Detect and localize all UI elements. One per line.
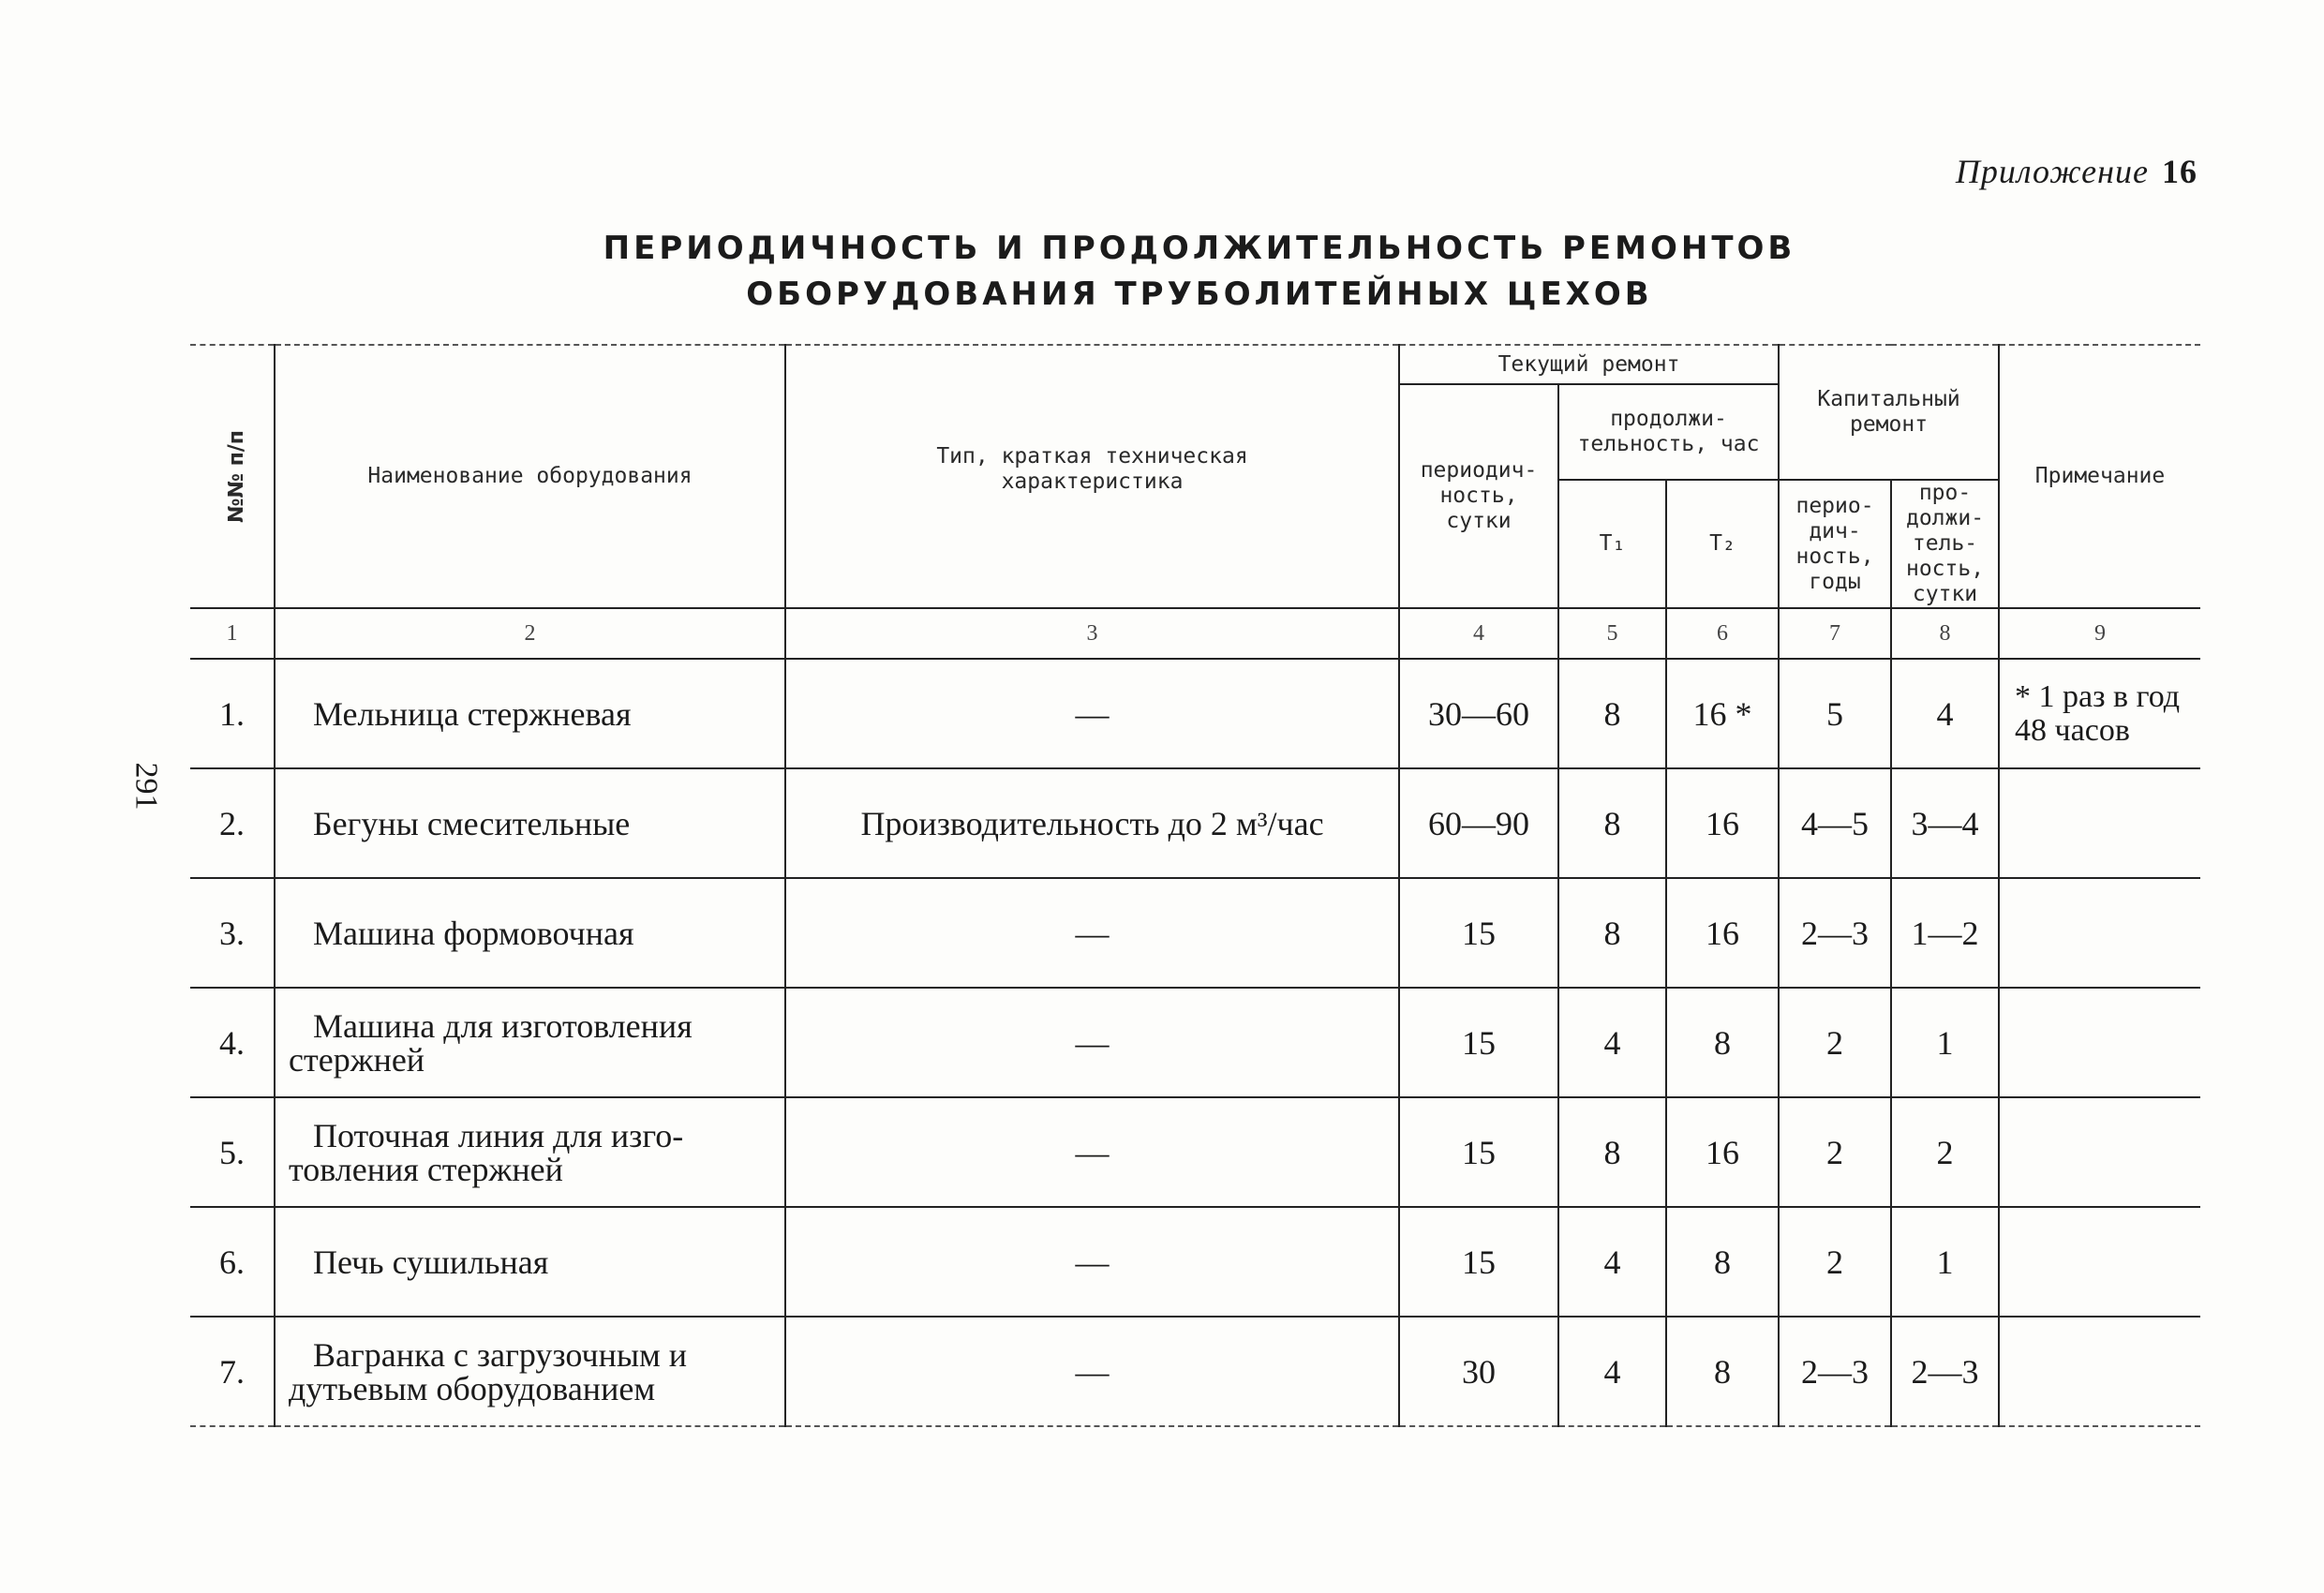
- current-repair-periodicity: 15: [1399, 1207, 1558, 1317]
- header-num: №№ п/п: [225, 429, 249, 524]
- equipment-name: [275, 988, 785, 1097]
- equipment-name-line-1: Машина для изготовления: [313, 1006, 693, 1045]
- duration-t2: 16 *: [1666, 659, 1779, 768]
- capital-repair-periodicity: 2—3: [1779, 878, 1891, 988]
- column-number-row: [190, 608, 2200, 659]
- equipment-type: —: [785, 1317, 1399, 1426]
- current-repair-periodicity: 60—90: [1399, 768, 1558, 878]
- capital-repair-duration: 1: [1891, 1207, 1999, 1317]
- row-number: 7.: [190, 1317, 275, 1426]
- row-number: 6.: [190, 1207, 275, 1317]
- capital-repair-periodicity: 2: [1779, 988, 1891, 1097]
- header-capital-repair: Капитальный ремонт: [1779, 345, 1999, 480]
- column-number: 9: [1999, 608, 2200, 659]
- page-title-line-2: ОБОРУДОВАНИЯ ТРУБОЛИТЕЙНЫХ ЦЕХОВ: [746, 275, 1653, 313]
- equipment-name: [275, 768, 785, 878]
- duration-t2: 8: [1666, 988, 1779, 1097]
- equipment-type: —: [785, 1097, 1399, 1207]
- header-note: Примечание: [1999, 345, 2200, 608]
- header-current-repair: Текущий ремонт: [1399, 345, 1779, 384]
- current-repair-periodicity: 15: [1399, 878, 1558, 988]
- duration-t2: 16: [1666, 768, 1779, 878]
- page-number: 291: [128, 762, 164, 811]
- column-number: 1: [190, 608, 275, 659]
- capital-repair-periodicity: 2: [1779, 1207, 1891, 1317]
- header-type: Тип, краткая техническая характеристика: [785, 345, 1399, 608]
- header-duration-hours: продолжи-тельность, час: [1558, 384, 1779, 480]
- equipment-name: [275, 1097, 785, 1207]
- column-number: 6: [1666, 608, 1779, 659]
- repair-schedule-table: [190, 344, 2200, 1427]
- note: [1999, 1097, 2200, 1207]
- duration-t1: 4: [1558, 988, 1666, 1097]
- note: [1999, 1207, 2200, 1317]
- header-name: Наименование оборудования: [275, 345, 785, 608]
- capital-repair-periodicity: 4—5: [1779, 768, 1891, 878]
- equipment-name-line-1: Вагранка с загрузочным и: [313, 1335, 688, 1374]
- duration-t1: 8: [1558, 878, 1666, 988]
- row-number: 1.: [190, 659, 275, 768]
- header-t1: Т₁: [1558, 480, 1666, 608]
- capital-repair-periodicity: 5: [1779, 659, 1891, 768]
- row-number: 2.: [190, 768, 275, 878]
- note: [1999, 988, 2200, 1097]
- column-number: 2: [275, 608, 785, 659]
- equipment-name-line-1: Машина формовочная: [313, 914, 634, 952]
- table-row: [190, 1317, 2200, 1426]
- note: [1999, 1317, 2200, 1426]
- header-periodicity-years: перио-дич-ность, годы: [1779, 480, 1891, 608]
- equipment-name: [275, 1317, 785, 1426]
- current-repair-periodicity: 15: [1399, 1097, 1558, 1207]
- capital-repair-duration: 1: [1891, 988, 1999, 1097]
- current-repair-periodicity: 30: [1399, 1317, 1558, 1426]
- header-periodicity-days: периодич-ность, сутки: [1399, 384, 1558, 608]
- table-row: [190, 1207, 2200, 1317]
- equipment-name-line-1: Мельница стержневая: [313, 694, 632, 733]
- table-row: [190, 988, 2200, 1097]
- column-number: 5: [1558, 608, 1666, 659]
- row-number: 3.: [190, 878, 275, 988]
- duration-t1: 4: [1558, 1207, 1666, 1317]
- duration-t1: 4: [1558, 1317, 1666, 1426]
- note: [1999, 878, 2200, 988]
- page-title-line-1: ПЕРИОДИЧНОСТЬ И ПРОДОЛЖИТЕЛЬНОСТЬ РЕМОНТОВ: [603, 230, 1796, 267]
- equipment-type: —: [785, 988, 1399, 1097]
- appendix-text: Приложение: [1955, 153, 2149, 190]
- current-repair-periodicity: 30—60: [1399, 659, 1558, 768]
- table-row: [190, 1097, 2200, 1207]
- equipment-name: [275, 1207, 785, 1317]
- appendix-number: 16: [2162, 153, 2197, 190]
- capital-repair-duration: 4: [1891, 659, 1999, 768]
- equipment-name-line-1: Печь сушильная: [313, 1243, 549, 1281]
- duration-t1: 8: [1558, 659, 1666, 768]
- column-number: 4: [1399, 608, 1558, 659]
- column-number: 8: [1891, 608, 1999, 659]
- equipment-name: [275, 878, 785, 988]
- header-t2: Т₂: [1666, 480, 1779, 608]
- appendix-label: [1956, 152, 2197, 191]
- equipment-type: —: [785, 659, 1399, 768]
- row-number: 5.: [190, 1097, 275, 1207]
- column-number: 3: [785, 608, 1399, 659]
- equipment-name-line-2: дутьевым оборудованием: [289, 1369, 656, 1407]
- duration-t2: 16: [1666, 1097, 1779, 1207]
- capital-repair-duration: 3—4: [1891, 768, 1999, 878]
- duration-t2: 8: [1666, 1317, 1779, 1426]
- capital-repair-duration: 2—3: [1891, 1317, 1999, 1426]
- note: [1999, 768, 2200, 878]
- capital-repair-periodicity: 2—3: [1779, 1317, 1891, 1426]
- equipment-type: —: [785, 878, 1399, 988]
- equipment-type: —: [785, 1207, 1399, 1317]
- header-duration-days: про-должи-тель-ность, сутки: [1891, 480, 1999, 608]
- header-num-cell: [190, 345, 275, 608]
- equipment-name-line-2: стержней: [289, 1040, 425, 1079]
- duration-t1: 8: [1558, 1097, 1666, 1207]
- equipment-name-line-1: Бегуны смесительные: [313, 804, 631, 842]
- current-repair-periodicity: 15: [1399, 988, 1558, 1097]
- duration-t2: 8: [1666, 1207, 1779, 1317]
- equipment-name-line-1: Поточная линия для изго-: [313, 1116, 684, 1154]
- capital-repair-periodicity: 2: [1779, 1097, 1891, 1207]
- table-row: [190, 768, 2200, 878]
- capital-repair-duration: 2: [1891, 1097, 1999, 1207]
- equipment-name: [275, 659, 785, 768]
- capital-repair-duration: 1—2: [1891, 878, 1999, 988]
- table-row: [190, 878, 2200, 988]
- table-row: [190, 659, 2200, 768]
- equipment-type: Производительность до 2 м³/час: [785, 768, 1399, 878]
- equipment-name-line-2: товления стержней: [289, 1150, 563, 1188]
- note: * 1 раз в год 48 часов: [1999, 659, 2200, 768]
- row-number: 4.: [190, 988, 275, 1097]
- duration-t1: 8: [1558, 768, 1666, 878]
- column-number: 7: [1779, 608, 1891, 659]
- duration-t2: 16: [1666, 878, 1779, 988]
